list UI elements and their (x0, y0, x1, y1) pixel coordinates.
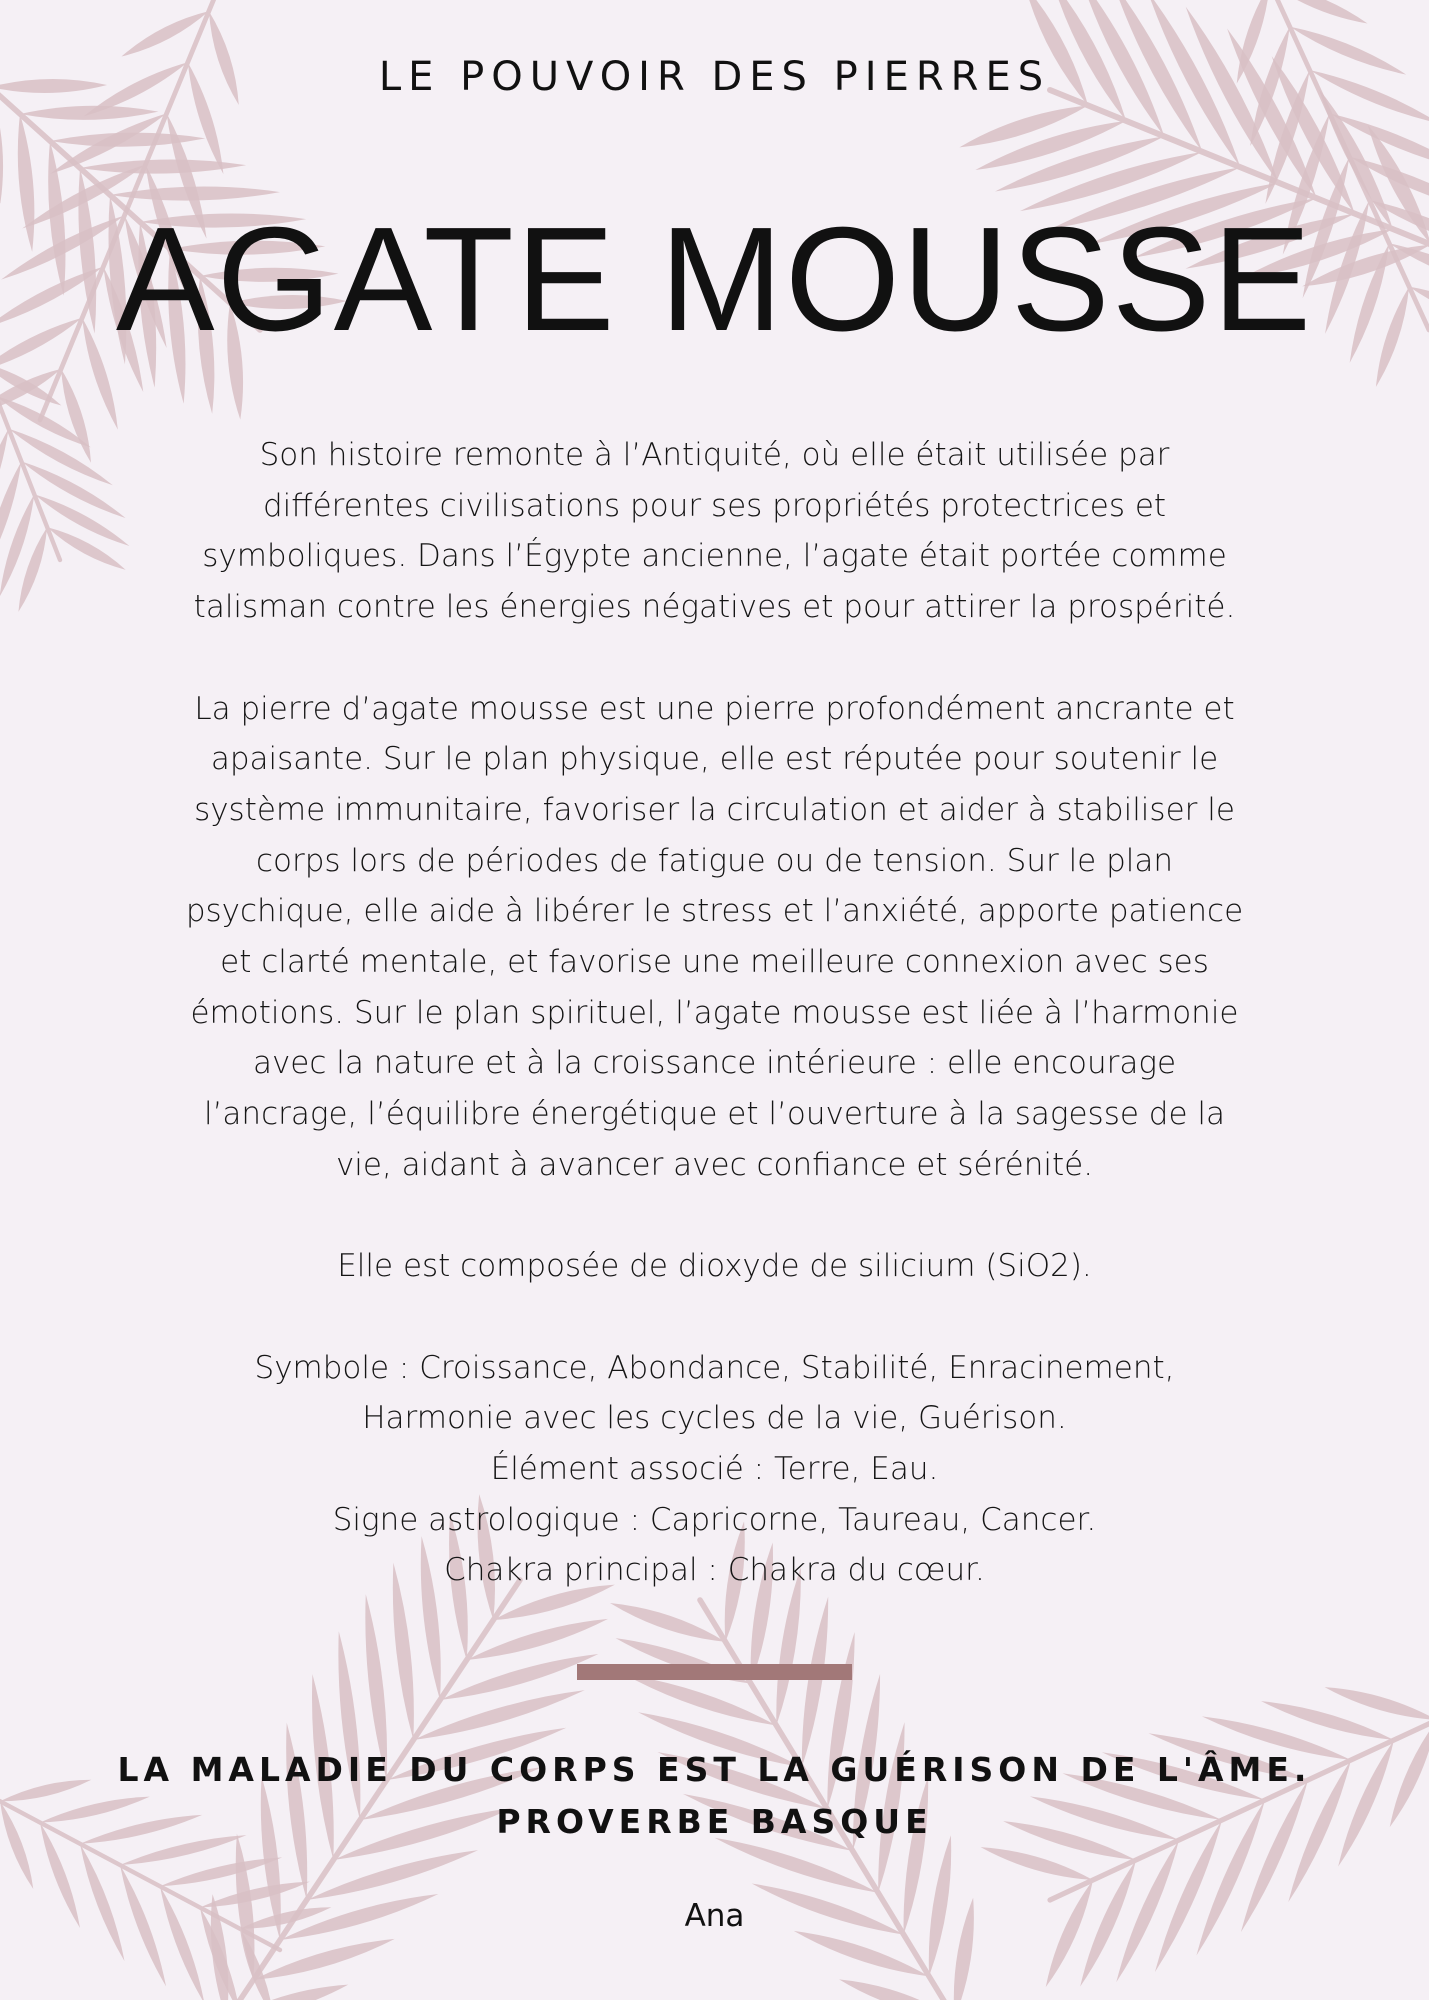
body-line: l’ancrage, l’équilibre énergétique et l’ouverture à la sagesse de la (203, 1096, 1226, 1133)
body-line: symboliques. Dans l’Égypte ancienne, l’agate était portée comme (202, 538, 1227, 575)
series-title: LE POUVOIR DES PIERRES (378, 54, 1051, 100)
quote (0, 1744, 1429, 1848)
body-line: apaisante. Sur le plan physique, elle est réputée pour soutenir le (210, 741, 1219, 778)
quote-text: LA MALADIE DU CORPS EST LA GUÉRISON DE L'ÂME. (117, 1750, 1312, 1789)
body-line: vie, aidant à avancer avec confiance et sérénité. (335, 1146, 1094, 1183)
page-title: AGATE MOUSSE (115, 197, 1314, 362)
body-line: système immunitaire, favoriser la circulation et aider à stabiliser le (194, 791, 1235, 828)
body-line: Signe astrologique : Capricorne, Taureau, Cancer. (332, 1501, 1097, 1538)
paragraph-gap (120, 633, 1309, 684)
body-line: La pierre d’agate mousse est une pierre profondément ancrante et (194, 690, 1235, 727)
body-line: Chakra principal : Chakra du cœur. (444, 1552, 985, 1589)
author-name: Ana (684, 1898, 745, 1934)
body-line: avec la nature et à la croissance intérieure : elle encourage (252, 1045, 1177, 1082)
body-line: Élément associé : Terre, Eau. (490, 1451, 939, 1488)
body-line: Elle est composée de dioxyde de silicium (SiO2). (337, 1248, 1092, 1285)
body-line: Harmonie avec les cycles de la vie, Guérison. (362, 1400, 1067, 1437)
body-line: différentes civilisations pour ses propriétés protectrices et (262, 487, 1167, 524)
body-text (120, 430, 1309, 1596)
quote-source: PROVERBE BASQUE (496, 1802, 933, 1841)
body-line: psychique, elle aide à libérer le stress et l’anxiété, apporte patience (185, 893, 1244, 930)
paragraph-gap (120, 1292, 1309, 1343)
body-line: talisman contre les énergies négatives et pour attirer la prospérité. (193, 589, 1236, 626)
divider (577, 1664, 852, 1680)
body-line: émotions. Sur le plan spirituel, l’agate mousse est liée à l’harmonie (190, 994, 1239, 1031)
paragraph-gap (120, 1191, 1309, 1242)
body-line: corps lors de périodes de fatigue ou de tension. Sur le plan (255, 842, 1174, 879)
body-line: et clarté mentale, et favorise une meilleure connexion avec ses (220, 944, 1209, 981)
body-line: Son histoire remonte à l’Antiquité, où elle était utilisée par (259, 437, 1170, 473)
body-line: Symbole : Croissance, Abondance, Stabilité, Enracinement, (254, 1349, 1175, 1386)
